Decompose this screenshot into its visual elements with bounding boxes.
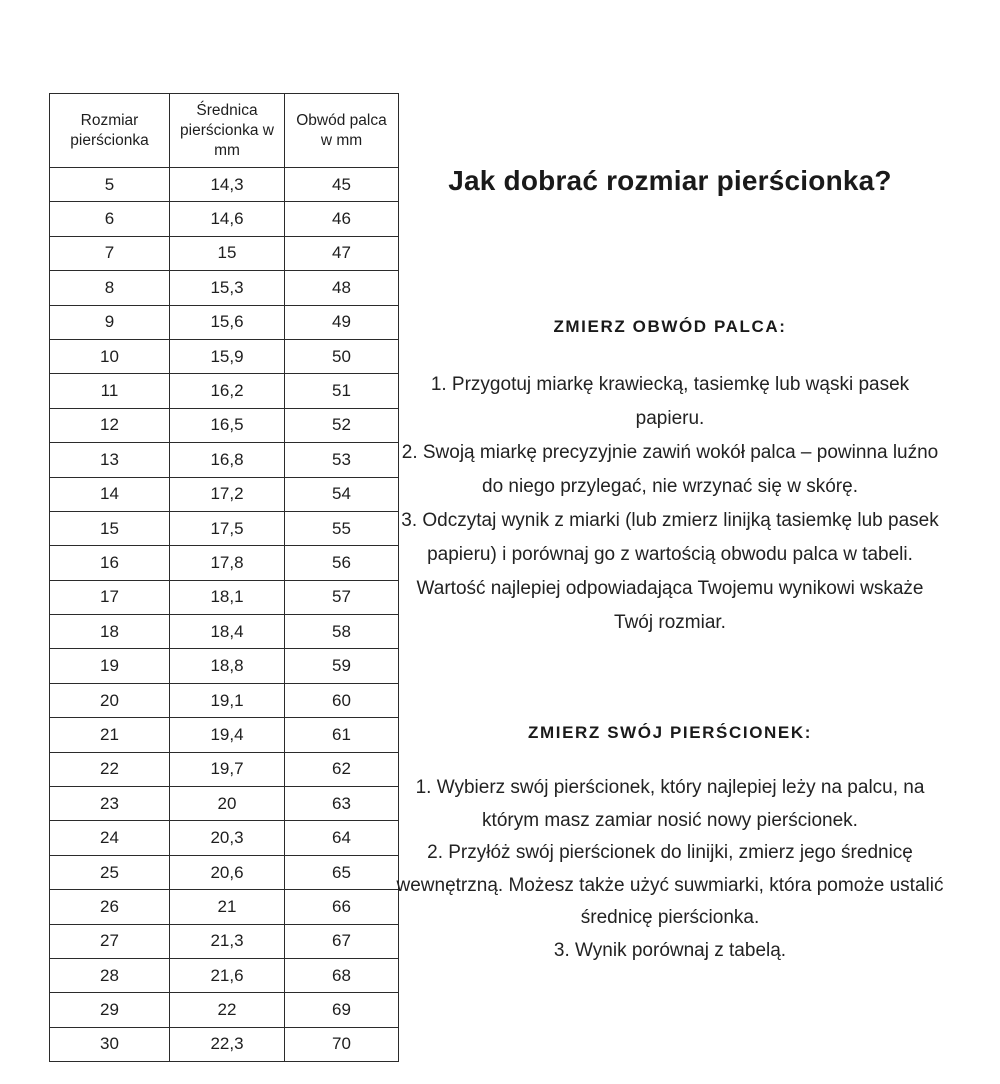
table-cell: 12: [50, 408, 170, 442]
ring-size-table-header: [50, 94, 399, 168]
table-cell: 21,6: [170, 958, 285, 992]
table-cell: 5: [50, 168, 170, 202]
table-row: [50, 168, 399, 202]
table-row: [50, 1027, 399, 1061]
table-row: [50, 305, 399, 339]
table-cell: 68: [285, 958, 399, 992]
table-cell: 27: [50, 924, 170, 958]
table-cell: 47: [285, 236, 399, 270]
section-heading-measure-finger: ZMIERZ OBWÓD PALCA:: [553, 317, 787, 336]
table-cell: 67: [285, 924, 399, 958]
table-row: [50, 339, 399, 373]
table-row: [50, 649, 399, 683]
section-heading-measure-ring: ZMIERZ SWÓJ PIERŚCIONEK:: [528, 723, 812, 742]
step-text: 2. Swoją miarkę precyzyjnie zawiń wokół palca – powinna luźno do niego przylegać, nie wrzynać się w skórę.: [401, 442, 939, 497]
table-row: [50, 202, 399, 236]
step-text: 2. Przyłóż swój pierścionek do linijki, zmierz jego średnicę wewnętrzną. Możesz także użyć suwmiarki, która pomoże ustalić średnicę pierścionka.: [396, 842, 944, 928]
table-cell: 11: [50, 374, 170, 408]
table-cell: 57: [285, 580, 399, 614]
table-cell: 14,6: [170, 202, 285, 236]
column-header-finger-circumference: Obwód palca w mm: [285, 94, 399, 168]
table-cell: 46: [285, 202, 399, 236]
table-cell: 17,2: [170, 477, 285, 511]
table-cell: 14: [50, 477, 170, 511]
table-row: [50, 787, 399, 821]
steps-measure-ring: [395, 772, 945, 967]
table-cell: 56: [285, 546, 399, 580]
table-cell: 62: [285, 752, 399, 786]
table-cell: 54: [285, 477, 399, 511]
table-cell: 30: [50, 1027, 170, 1061]
table-cell: 61: [285, 718, 399, 752]
table-cell: 20: [170, 787, 285, 821]
table-row: [50, 752, 399, 786]
page-title: Jak dobrać rozmiar pierścionka?: [448, 165, 892, 196]
table-row: [50, 993, 399, 1027]
table-cell: 8: [50, 271, 170, 305]
table-cell: 59: [285, 649, 399, 683]
table-cell: 16,5: [170, 408, 285, 442]
table-cell: 26: [50, 890, 170, 924]
table-cell: 50: [285, 339, 399, 373]
step-text: 1. Przygotuj miarkę krawiecką, tasiemkę lub wąski pasek papieru.: [430, 374, 910, 429]
table-row: [50, 958, 399, 992]
column-header-ring-size: Rozmiar pierścionka: [50, 94, 170, 168]
table-cell: 19: [50, 649, 170, 683]
table-cell: 52: [285, 408, 399, 442]
column-header-ring-diameter: Średnica pierścionka w mm: [170, 94, 285, 168]
table-cell: 19,1: [170, 683, 285, 717]
table-cell: 18,1: [170, 580, 285, 614]
table-row: [50, 374, 399, 408]
table-cell: 7: [50, 236, 170, 270]
table-cell: 15: [170, 236, 285, 270]
table-cell: 22,3: [170, 1027, 285, 1061]
step-text: 3. Odczytaj wynik z miarki (lub zmierz linijką tasiemkę lub pasek papieru) i porównaj go z wartością obwodu palca w tabeli. Wartość najlepiej odpowiadająca Twojemu wynikowi wskaże Twój rozmiar.: [401, 510, 939, 633]
table-cell: 21,3: [170, 924, 285, 958]
table-cell: 60: [285, 683, 399, 717]
table-row: [50, 580, 399, 614]
table-cell: 45: [285, 168, 399, 202]
table-row: [50, 615, 399, 649]
table-row: [50, 890, 399, 924]
table-cell: 18,4: [170, 615, 285, 649]
table-cell: 70: [285, 1027, 399, 1061]
table-row: [50, 821, 399, 855]
table-row: [50, 683, 399, 717]
table-row: [50, 408, 399, 442]
table-cell: 49: [285, 305, 399, 339]
step-text: 1. Wybierz swój pierścionek, który najlepiej leży na palcu, na którym masz zamiar nosić nowy pierścionek.: [415, 777, 925, 831]
table-row: [50, 477, 399, 511]
table-cell: 64: [285, 821, 399, 855]
table-cell: 21: [50, 718, 170, 752]
table-cell: 29: [50, 993, 170, 1027]
table-cell: 9: [50, 305, 170, 339]
table-cell: 48: [285, 271, 399, 305]
table-cell: 6: [50, 202, 170, 236]
table-cell: 63: [285, 787, 399, 821]
table-cell: 16: [50, 546, 170, 580]
table-row: [50, 443, 399, 477]
table-cell: 65: [285, 855, 399, 889]
table-row: [50, 718, 399, 752]
table-row: [50, 271, 399, 305]
table-header-row: [50, 94, 399, 168]
table-cell: 51: [285, 374, 399, 408]
table-cell: 20: [50, 683, 170, 717]
table-cell: 15,3: [170, 271, 285, 305]
table-cell: 19,7: [170, 752, 285, 786]
table-cell: 19,4: [170, 718, 285, 752]
table-row: [50, 236, 399, 270]
table-cell: 15: [50, 511, 170, 545]
table-cell: 14,3: [170, 168, 285, 202]
table-cell: 21: [170, 890, 285, 924]
table-cell: 16,8: [170, 443, 285, 477]
table-cell: 22: [50, 752, 170, 786]
table-cell: 15,9: [170, 339, 285, 373]
ring-size-table: [49, 93, 399, 1062]
table-cell: 18,8: [170, 649, 285, 683]
table-cell: 28: [50, 958, 170, 992]
table-cell: 22: [170, 993, 285, 1027]
table-cell: 15,6: [170, 305, 285, 339]
size-table-body: [50, 168, 399, 1062]
table-cell: 10: [50, 339, 170, 373]
table-cell: 16,2: [170, 374, 285, 408]
table-cell: 55: [285, 511, 399, 545]
table-cell: 23: [50, 787, 170, 821]
table-cell: 69: [285, 993, 399, 1027]
table-cell: 20,6: [170, 855, 285, 889]
table-row: [50, 546, 399, 580]
step-text: 3. Wynik porównaj z tabelą.: [553, 939, 787, 961]
table-cell: 58: [285, 615, 399, 649]
table-cell: 24: [50, 821, 170, 855]
table-row: [50, 924, 399, 958]
table-cell: 18: [50, 615, 170, 649]
table-row: [50, 511, 399, 545]
table-cell: 17,8: [170, 546, 285, 580]
table-cell: 13: [50, 443, 170, 477]
table-cell: 20,3: [170, 821, 285, 855]
table-cell: 17: [50, 580, 170, 614]
steps-measure-finger: [395, 368, 945, 640]
table-cell: 25: [50, 855, 170, 889]
table-cell: 66: [285, 890, 399, 924]
table-cell: 53: [285, 443, 399, 477]
table-cell: 17,5: [170, 511, 285, 545]
table-row: [50, 855, 399, 889]
